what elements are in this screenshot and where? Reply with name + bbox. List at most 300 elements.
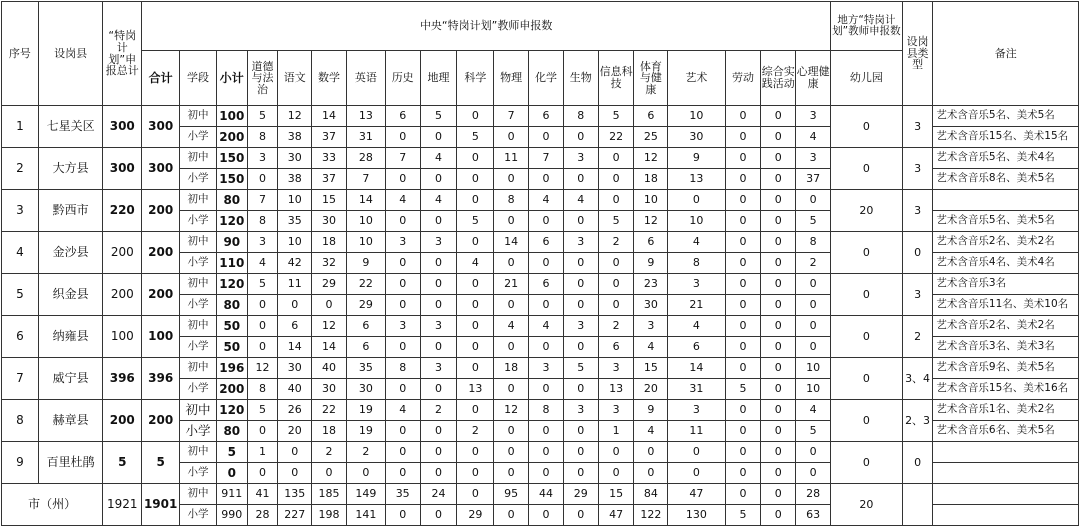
row-subject-value: 38 (278, 169, 312, 190)
row-county-type: 3、4 (902, 358, 933, 400)
row-subject-value: 0 (420, 337, 457, 358)
row-subtotal: 911 (216, 484, 247, 505)
header-subject: 地理 (420, 51, 457, 106)
row-subject-value: 3 (796, 148, 831, 169)
row-subtotal: 196 (216, 358, 247, 379)
row-subject-value: 0 (761, 358, 796, 379)
row-note (933, 505, 1079, 526)
summary-label: 市（州） (2, 484, 103, 526)
row-stage: 小学 (180, 295, 217, 316)
row-subject-value: 0 (761, 442, 796, 463)
row-subject-value: 4 (634, 421, 668, 442)
row-note (933, 484, 1079, 505)
row-subject-value: 6 (529, 232, 564, 253)
row-subject-value: 19 (346, 400, 385, 421)
row-subtotal: 120 (216, 274, 247, 295)
row-note: 艺术含音乐2名、美术2名 (933, 232, 1079, 253)
row-seq: 2 (2, 148, 39, 190)
row-subject-value: 10 (668, 106, 725, 127)
header-subject: 化学 (529, 51, 564, 106)
row-county-type: 2 (902, 316, 933, 358)
row-subject-value: 0 (494, 169, 529, 190)
row-subject-value: 21 (494, 274, 529, 295)
header-stage: 学段 (180, 51, 217, 106)
row-subject-value: 0 (725, 127, 761, 148)
row-subject-value: 22 (312, 400, 347, 421)
row-subject-value: 0 (796, 316, 831, 337)
row-stage: 初中 (180, 442, 217, 463)
row-note: 艺术含音乐6名、美术5名 (933, 421, 1079, 442)
row-note: 艺术含音乐9名、美术5名 (933, 358, 1079, 379)
row-subject-value: 3 (385, 232, 420, 253)
row-subject-value: 20 (634, 379, 668, 400)
row-subject-value: 6 (529, 106, 564, 127)
header-plan-total: “特岗计划”申报总计 (103, 2, 142, 106)
row-subject-value: 0 (725, 253, 761, 274)
row-subject-value: 0 (563, 274, 598, 295)
row-subject-value: 0 (247, 169, 278, 190)
row-subject-value: 0 (457, 106, 494, 127)
row-subject-value: 0 (494, 421, 529, 442)
row-subject-value: 6 (346, 337, 385, 358)
row-kindergarten: 0 (831, 148, 903, 190)
row-subject-value: 0 (457, 337, 494, 358)
row-subject-value: 0 (796, 463, 831, 484)
row-subject-value: 0 (725, 190, 761, 211)
row-stage: 小学 (180, 505, 217, 526)
row-subject-value: 3 (668, 400, 725, 421)
row-subject-value: 8 (247, 127, 278, 148)
row-subject-value: 0 (278, 442, 312, 463)
row-subject-value: 2 (796, 253, 831, 274)
row-subtotal: 80 (216, 421, 247, 442)
row-subject-value: 35 (385, 484, 420, 505)
row-subject-value: 19 (346, 421, 385, 442)
row-subject-value: 0 (725, 442, 761, 463)
row-subject-value: 12 (247, 358, 278, 379)
header-seq: 序号 (2, 2, 39, 106)
row-note: 艺术含音乐15名、美术15名 (933, 127, 1079, 148)
row-subject-value: 30 (278, 148, 312, 169)
row-subject-value: 10 (668, 211, 725, 232)
row-total: 200 (142, 400, 180, 442)
row-subject-value: 5 (247, 400, 278, 421)
row-subject-value: 28 (346, 148, 385, 169)
row-subject-value: 122 (634, 505, 668, 526)
row-subject-value: 227 (278, 505, 312, 526)
row-subtotal: 120 (216, 400, 247, 421)
row-subject-value: 0 (420, 295, 457, 316)
row-subject-value: 0 (385, 442, 420, 463)
row-subject-value: 8 (494, 190, 529, 211)
row-subject-value: 3 (634, 316, 668, 337)
row-subject-value: 3 (385, 316, 420, 337)
row-subject-value: 0 (420, 127, 457, 148)
header-central-group: 中央“特岗计划”教师申报数 (142, 2, 831, 51)
row-kindergarten: 0 (831, 316, 903, 358)
row-subject-value: 0 (761, 484, 796, 505)
row-subject-value: 38 (278, 127, 312, 148)
row-subject-value: 5 (420, 106, 457, 127)
row-seq: 9 (2, 442, 39, 484)
row-subject-value: 63 (796, 505, 831, 526)
row-subject-value: 11 (494, 148, 529, 169)
row-subject-value: 0 (761, 379, 796, 400)
row-county: 赫章县 (38, 400, 102, 442)
row-subject-value: 37 (312, 127, 347, 148)
row-total: 396 (142, 358, 180, 400)
row-subject-value: 4 (420, 190, 457, 211)
row-subject-value: 0 (420, 505, 457, 526)
row-plan-total: 100 (103, 316, 142, 358)
row-subject-value: 5 (598, 211, 634, 232)
row-subject-value: 0 (385, 274, 420, 295)
row-subject-value: 8 (247, 379, 278, 400)
row-subject-value: 0 (247, 463, 278, 484)
row-subject-value: 0 (494, 442, 529, 463)
row-subject-value: 13 (346, 106, 385, 127)
row-subject-value: 15 (312, 190, 347, 211)
row-kindergarten: 0 (831, 232, 903, 274)
row-subject-value: 30 (634, 295, 668, 316)
table-row (2, 148, 1079, 169)
row-subject-value: 29 (346, 295, 385, 316)
row-subject-value: 3 (563, 232, 598, 253)
header-subtotal: 小计 (216, 51, 247, 106)
row-subject-value: 10 (278, 232, 312, 253)
row-subject-value: 4 (494, 316, 529, 337)
row-subtotal: 50 (216, 316, 247, 337)
table-row (2, 400, 1079, 421)
row-subject-value: 5 (457, 211, 494, 232)
row-subject-value: 40 (312, 358, 347, 379)
row-subject-value: 40 (278, 379, 312, 400)
row-subject-value: 0 (761, 127, 796, 148)
row-note: 艺术含音乐11名、美术10名 (933, 295, 1079, 316)
row-subtotal: 90 (216, 232, 247, 253)
row-subject-value: 0 (457, 274, 494, 295)
row-subject-value: 0 (529, 253, 564, 274)
header-subject: 信息科技 (598, 51, 634, 106)
row-subject-value: 10 (634, 190, 668, 211)
header-subject: 历史 (385, 51, 420, 106)
row-subtotal: 990 (216, 505, 247, 526)
row-subject-value: 0 (457, 316, 494, 337)
row-subject-value: 30 (312, 211, 347, 232)
table-row (2, 442, 1079, 463)
header-county: 设岗县 (38, 2, 102, 106)
row-subject-value: 0 (725, 358, 761, 379)
row-subject-value: 198 (312, 505, 347, 526)
row-note: 艺术含音乐5名、美术5名 (933, 106, 1079, 127)
row-stage: 小学 (180, 337, 217, 358)
row-subject-value: 5 (796, 421, 831, 442)
header-subject: 英语 (346, 51, 385, 106)
row-subject-value: 0 (761, 295, 796, 316)
row-subject-value: 0 (761, 337, 796, 358)
row-subject-value: 0 (725, 169, 761, 190)
row-subject-value: 0 (563, 169, 598, 190)
row-county-type: 3 (902, 148, 933, 190)
row-county: 纳雍县 (38, 316, 102, 358)
table-row (2, 316, 1079, 337)
row-subject-value: 0 (457, 295, 494, 316)
row-subject-value: 0 (725, 316, 761, 337)
row-subject-value: 5 (725, 379, 761, 400)
row-subject-value: 4 (247, 253, 278, 274)
row-subject-value: 3 (563, 148, 598, 169)
header-subject: 数学 (312, 51, 347, 106)
row-subject-value: 3 (420, 232, 457, 253)
row-subject-value: 0 (529, 463, 564, 484)
row-subject-value: 0 (494, 211, 529, 232)
row-subject-value: 18 (494, 358, 529, 379)
table-row (2, 232, 1079, 253)
row-note: 艺术含音乐4名、美术4名 (933, 253, 1079, 274)
row-subject-value: 0 (563, 505, 598, 526)
row-subject-value: 0 (494, 253, 529, 274)
row-subject-value: 0 (796, 295, 831, 316)
row-subject-value: 4 (529, 316, 564, 337)
row-subject-value: 24 (420, 484, 457, 505)
row-subject-value: 6 (529, 274, 564, 295)
row-seq: 8 (2, 400, 39, 442)
row-total: 1901 (142, 484, 180, 526)
row-subject-value: 11 (278, 274, 312, 295)
row-seq: 3 (2, 190, 39, 232)
row-subject-value: 10 (796, 358, 831, 379)
row-subject-value: 0 (725, 295, 761, 316)
row-subject-value: 0 (312, 295, 347, 316)
row-subject-value: 0 (529, 295, 564, 316)
row-note (933, 463, 1079, 484)
row-note (933, 190, 1079, 211)
row-subject-value: 0 (563, 295, 598, 316)
row-stage: 初中 (180, 148, 217, 169)
row-subtotal: 80 (216, 190, 247, 211)
row-subject-value: 0 (725, 106, 761, 127)
row-subject-value: 0 (247, 295, 278, 316)
row-subject-value: 0 (420, 274, 457, 295)
row-subject-value: 0 (529, 211, 564, 232)
row-subject-value: 3 (529, 358, 564, 379)
row-subject-value: 7 (529, 148, 564, 169)
row-subject-value: 0 (457, 169, 494, 190)
row-subject-value: 0 (796, 442, 831, 463)
row-county-type: 0 (902, 442, 933, 484)
row-subject-value: 0 (494, 505, 529, 526)
row-subject-value: 0 (346, 463, 385, 484)
row-subject-value: 25 (634, 127, 668, 148)
row-subject-value: 9 (634, 400, 668, 421)
row-stage: 小学 (180, 463, 217, 484)
row-subject-value: 0 (761, 169, 796, 190)
row-subject-value: 0 (563, 442, 598, 463)
row-subject-value: 28 (796, 484, 831, 505)
row-subject-value: 9 (668, 148, 725, 169)
row-subject-value: 0 (420, 442, 457, 463)
row-stage: 小学 (180, 169, 217, 190)
row-seq: 1 (2, 106, 39, 148)
row-subject-value: 32 (312, 253, 347, 274)
row-subject-value: 4 (420, 148, 457, 169)
row-subject-value: 29 (312, 274, 347, 295)
row-subject-value: 0 (668, 442, 725, 463)
row-county: 大方县 (38, 148, 102, 190)
row-county-type: 3 (902, 106, 933, 148)
row-subject-value: 0 (529, 127, 564, 148)
row-subject-value: 30 (346, 379, 385, 400)
row-subject-value: 3 (563, 316, 598, 337)
row-subject-value: 8 (385, 358, 420, 379)
row-kindergarten: 0 (831, 274, 903, 316)
row-county: 金沙县 (38, 232, 102, 274)
row-subject-value: 0 (761, 148, 796, 169)
row-subject-value: 0 (761, 274, 796, 295)
row-subject-value: 3 (420, 316, 457, 337)
row-subject-value: 0 (563, 379, 598, 400)
table-row (2, 484, 1079, 505)
header-subject: 道德与法治 (247, 51, 278, 106)
row-county-type: 2、3 (902, 400, 933, 442)
row-subject-value: 4 (634, 337, 668, 358)
row-subject-value: 35 (346, 358, 385, 379)
row-subject-value: 5 (725, 505, 761, 526)
row-subject-value: 14 (494, 232, 529, 253)
row-subtotal: 0 (216, 463, 247, 484)
row-subject-value: 0 (420, 253, 457, 274)
row-subject-value: 30 (668, 127, 725, 148)
row-subject-value: 0 (634, 442, 668, 463)
row-subject-value: 0 (529, 379, 564, 400)
row-subject-value: 23 (634, 274, 668, 295)
row-subject-value: 7 (247, 190, 278, 211)
header-subject: 心理健康 (796, 51, 831, 106)
row-subject-value: 0 (420, 211, 457, 232)
row-subject-value: 3 (420, 358, 457, 379)
row-subject-value: 5 (247, 106, 278, 127)
row-subject-value: 0 (278, 295, 312, 316)
row-plan-total: 5 (103, 442, 142, 484)
row-subject-value: 0 (494, 337, 529, 358)
row-subject-value: 10 (796, 379, 831, 400)
row-subject-value: 10 (346, 211, 385, 232)
row-subject-value: 0 (457, 148, 494, 169)
row-subject-value: 5 (563, 358, 598, 379)
row-stage: 初中 (180, 400, 217, 421)
row-subject-value: 3 (563, 400, 598, 421)
row-seq: 7 (2, 358, 39, 400)
row-subject-value: 0 (668, 463, 725, 484)
row-subtotal: 150 (216, 169, 247, 190)
row-stage: 小学 (180, 379, 217, 400)
row-note: 艺术含音乐5名、美术5名 (933, 211, 1079, 232)
row-subject-value: 0 (312, 463, 347, 484)
row-subject-value: 4 (385, 400, 420, 421)
row-subject-value: 1 (247, 442, 278, 463)
row-subject-value: 3 (247, 148, 278, 169)
header-remark: 备注 (933, 2, 1079, 106)
row-subject-value: 2 (420, 400, 457, 421)
row-subject-value: 6 (634, 232, 668, 253)
header-total: 合计 (142, 51, 180, 106)
row-total: 200 (142, 190, 180, 232)
row-subject-value: 9 (634, 253, 668, 274)
row-subject-value: 0 (725, 484, 761, 505)
row-stage: 初中 (180, 316, 217, 337)
row-subject-value: 0 (494, 127, 529, 148)
row-subject-value: 0 (457, 232, 494, 253)
table-row (2, 190, 1079, 211)
row-subject-value: 141 (346, 505, 385, 526)
header-kindergarten: 幼儿园 (831, 51, 903, 106)
row-subject-value: 8 (529, 400, 564, 421)
row-subject-value: 0 (420, 169, 457, 190)
row-subject-value: 0 (725, 211, 761, 232)
row-subject-value: 84 (634, 484, 668, 505)
row-subject-value: 0 (385, 169, 420, 190)
row-subject-value: 14 (312, 106, 347, 127)
row-subject-value: 14 (278, 337, 312, 358)
row-subject-value: 2 (312, 442, 347, 463)
row-subject-value: 13 (598, 379, 634, 400)
row-subject-value: 29 (563, 484, 598, 505)
row-subject-value: 0 (725, 463, 761, 484)
row-plan-total: 220 (103, 190, 142, 232)
row-seq: 5 (2, 274, 39, 316)
row-subject-value: 0 (457, 400, 494, 421)
row-subtotal: 200 (216, 379, 247, 400)
row-note: 艺术含音乐2名、美术2名 (933, 316, 1079, 337)
row-subject-value: 4 (457, 253, 494, 274)
row-subject-value: 18 (634, 169, 668, 190)
header-subject: 综合实践活动 (761, 51, 796, 106)
row-stage: 初中 (180, 274, 217, 295)
row-subject-value: 0 (385, 211, 420, 232)
row-subtotal: 100 (216, 106, 247, 127)
row-subject-value: 0 (761, 400, 796, 421)
row-subject-value: 0 (529, 505, 564, 526)
row-subject-value: 0 (457, 442, 494, 463)
row-stage: 小学 (180, 211, 217, 232)
row-county: 七星关区 (38, 106, 102, 148)
row-county: 威宁县 (38, 358, 102, 400)
header-subject: 劳动 (725, 51, 761, 106)
row-subject-value: 42 (278, 253, 312, 274)
table-row (2, 358, 1079, 379)
row-subject-value: 12 (494, 400, 529, 421)
row-subject-value: 3 (796, 106, 831, 127)
row-note: 艺术含音乐15名、美术16名 (933, 379, 1079, 400)
row-subject-value: 33 (312, 148, 347, 169)
row-subject-value: 0 (385, 421, 420, 442)
row-subject-value: 0 (529, 169, 564, 190)
row-seq: 6 (2, 316, 39, 358)
row-total: 300 (142, 106, 180, 148)
row-subject-value: 31 (668, 379, 725, 400)
row-subject-value: 0 (725, 421, 761, 442)
row-seq: 4 (2, 232, 39, 274)
row-subject-value: 3 (247, 232, 278, 253)
row-subject-value: 12 (312, 316, 347, 337)
row-stage: 小学 (180, 421, 217, 442)
row-subject-value: 37 (796, 169, 831, 190)
row-plan-total: 396 (103, 358, 142, 400)
row-plan-total: 1921 (103, 484, 142, 526)
header-subject: 科学 (457, 51, 494, 106)
row-subject-value: 30 (278, 358, 312, 379)
row-county-type: 0 (902, 232, 933, 274)
